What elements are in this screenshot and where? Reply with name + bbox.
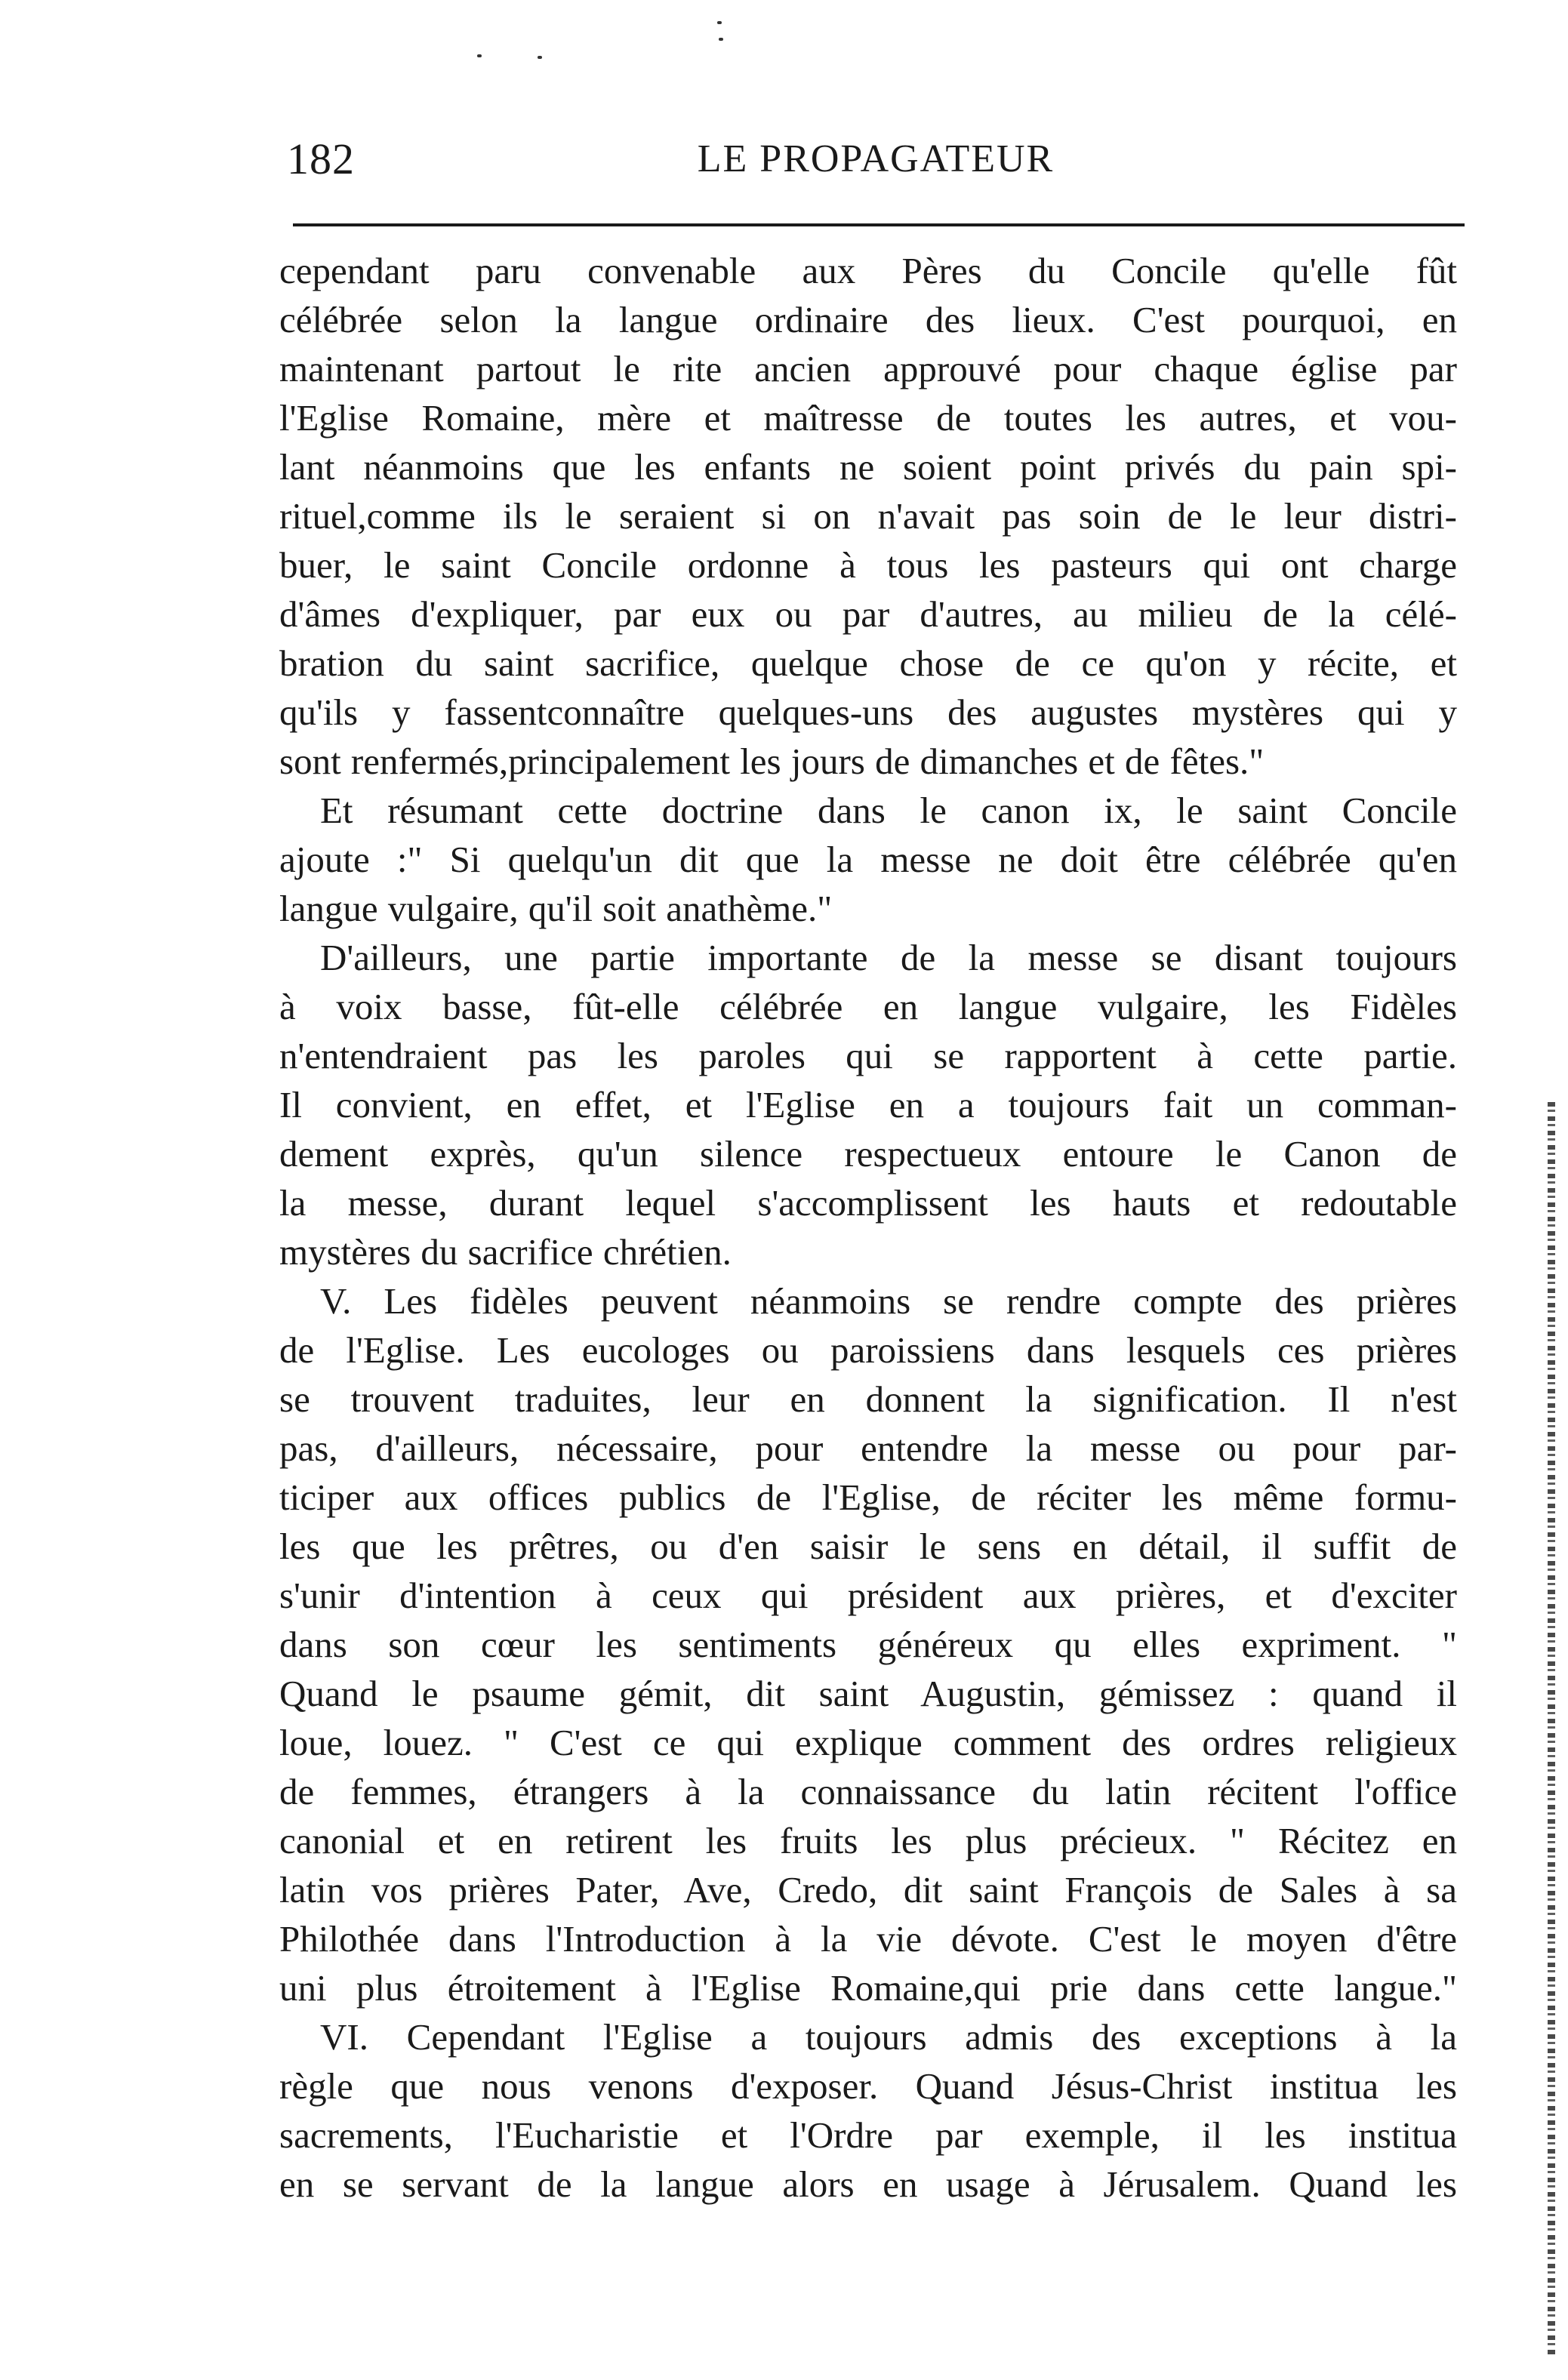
text-line: qu'ils y fassentconnaître quelques-uns des augustes mystères qui y [279, 691, 1457, 733]
text-line: uni plus étroitement à l'Eglise Romaine,qui prie dans cette langue." [279, 1967, 1457, 2009]
text-line: en se servant de la langue alors en usage à Jérusalem. Quand les [279, 2163, 1457, 2205]
text-line: sacrements, l'Eucharistie et l'Ordre par exemple, il les institua [279, 2114, 1457, 2156]
text-line: n'entendraient pas les paroles qui se rapportent à cette partie. [279, 1035, 1457, 1076]
paragraph-4 [279, 1276, 1457, 2012]
text-line: Philothée dans l'Introduction à la vie dévote. C'est le moyen d'être [279, 1918, 1457, 1960]
paragraph-1 [279, 246, 1457, 786]
text-line: sont renfermés,principalement les jours de dimanches et de fêtes." [279, 740, 1265, 782]
text-line: se trouvent traduites, leur en donnent la signification. Il n'est [279, 1378, 1457, 1420]
text-line: dans son cœur les sentiments généreux qu elles expriment. " [279, 1624, 1457, 1665]
text-line: à voix basse, fût-elle célébrée en langue vulgaire, les Fidèles [279, 986, 1457, 1027]
text-line: célébrée selon la langue ordinaire des lieux. C'est pourquoi, en [279, 299, 1457, 340]
text-line: D'ailleurs, une partie importante de la messe se disant toujours [320, 937, 1457, 978]
text-line: V. Les fidèles peuvent néanmoins se rendre compte des prières [320, 1280, 1457, 1322]
text-line: bration du saint sacrifice, quelque chose de ce qu'on y récite, et [279, 642, 1457, 684]
text-line: latin vos prières Pater, Ave, Credo, dit saint François de Sales à sa [279, 1869, 1457, 1910]
text-line: lant néanmoins que les enfants ne soient point privés du pain spi- [279, 446, 1457, 488]
text-line: de femmes, étrangers à la connaissance du latin récitent l'office [279, 1771, 1457, 1812]
scan-specks [468, 15, 921, 75]
paragraph-2 [279, 786, 1457, 933]
page-number: 182 [287, 134, 355, 183]
text-line: ticiper aux offices publics de l'Eglise, de réciter les même formu- [279, 1476, 1457, 1518]
paragraph-3 [279, 933, 1457, 1276]
text-line: Quand le psaume gémit, dit saint Augustin, gémissez : quand il [279, 1673, 1457, 1714]
text-line: ajoute :" Si quelqu'un dit que la messe ne doit être célébrée qu'en [279, 839, 1457, 880]
text-line: règle que nous venons d'exposer. Quand Jésus-Christ institua les [279, 2065, 1457, 2107]
text-line: rituel,comme ils le seraient si on n'avait pas soin de le leur distri- [279, 495, 1457, 537]
body-text [279, 246, 1457, 2209]
speck [717, 21, 722, 24]
text-line: langue vulgaire, qu'il soit anathème." [279, 888, 833, 929]
text-line: s'unir d'intention à ceux qui président aux prières, et d'exciter [279, 1575, 1457, 1616]
text-line: mystères du sacrifice chrétien. [279, 1231, 732, 1273]
speck [719, 38, 723, 41]
text-line: la messe, durant lequel s'accomplissent les hauts et redoutable [279, 1182, 1457, 1224]
speck [477, 54, 482, 57]
text-line: maintenant partout le rite ancien approuvé pour chaque église par [279, 348, 1457, 389]
text-line: canonial et en retirent les fruits les plus précieux. " Récitez en [279, 1820, 1457, 1861]
text-line: l'Eglise Romaine, mère et maîtresse de toutes les autres, et vou- [279, 397, 1457, 439]
text-line: dement exprès, qu'un silence respectueux entoure le Canon de [279, 1133, 1457, 1175]
text-line: Et résumant cette doctrine dans le canon ix, le saint Concile [320, 790, 1457, 831]
text-line: les que les prêtres, ou d'en saisir le sens en détail, il suffit de [279, 1526, 1457, 1567]
text-line: d'âmes d'expliquer, par eux ou par d'autres, au milieu de la célé- [279, 593, 1457, 635]
scan-edge-mark [1548, 1102, 1555, 2355]
text-line: buer, le saint Concile ordonne à tous les pasteurs qui ont charge [279, 544, 1457, 586]
paragraph-5 [279, 2012, 1457, 2209]
header-rule [293, 223, 1465, 226]
speck [538, 56, 542, 59]
text-line: de l'Eglise. Les eucologes ou paroissiens dans lesquels ces prières [279, 1329, 1457, 1371]
page-header [287, 133, 1465, 186]
text-line: loue, louez. " C'est ce qui explique comment des ordres religieux [279, 1722, 1457, 1763]
running-title: LE PROPAGATEUR [697, 137, 1055, 180]
text-line: Il convient, en effet, et l'Eglise en a toujours fait un comman- [279, 1084, 1457, 1125]
text-line: cependant paru convenable aux Pères du Concile qu'elle fût [279, 250, 1457, 291]
text-line: pas, d'ailleurs, nécessaire, pour entendre la messe ou pour par- [279, 1427, 1457, 1469]
text-line: VI. Cependant l'Eglise a toujours admis des exceptions à la [320, 2016, 1457, 2058]
